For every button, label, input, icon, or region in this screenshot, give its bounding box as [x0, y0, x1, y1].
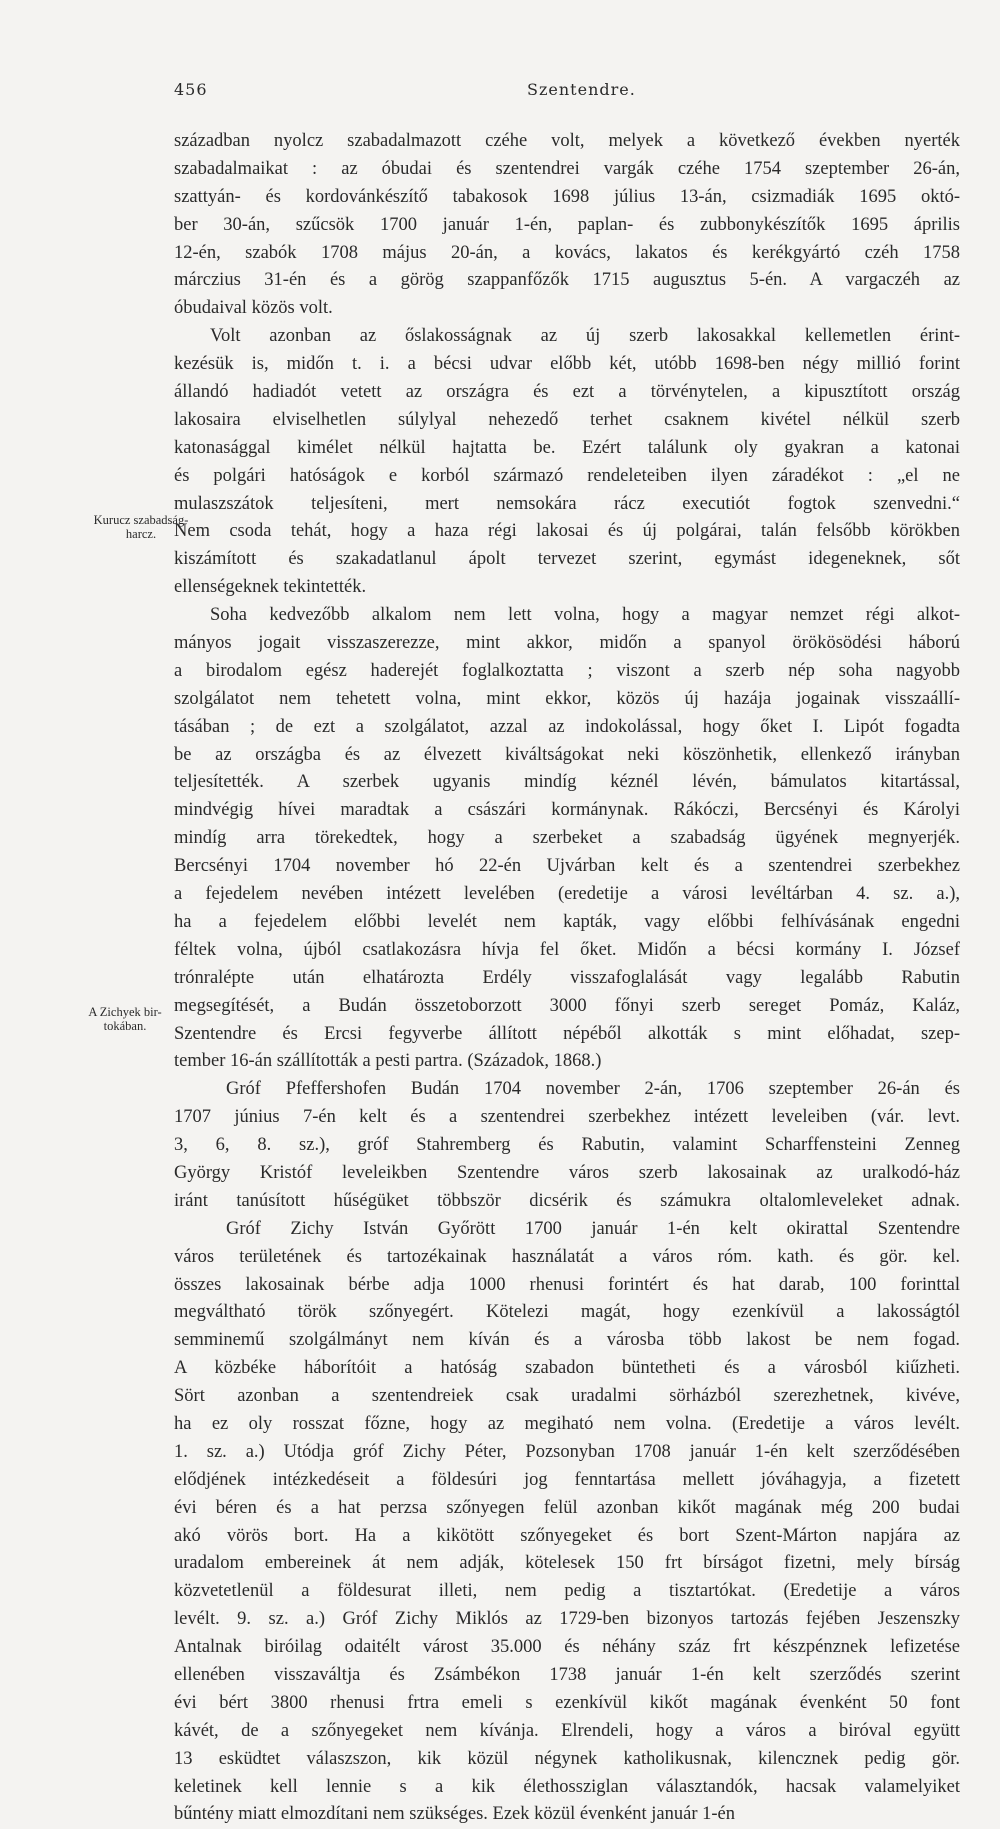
text-line: lakosaira elviselhetlen súlylyal nehezedő terhet csaknem kivétel nélkül szerb — [174, 409, 960, 430]
text-line: megváltható török szőnyegért. Kötelezi magát, hogy ezenkívül a lakosságtól — [174, 1302, 960, 1323]
text-line: 1. sz. a.) Utódja gróf Zichy Péter, Pozsonyban 1708 január 1-én kelt szerződésében — [174, 1441, 960, 1462]
running-head: Szentendre. — [527, 80, 636, 99]
text-line: város területének és tartozékainak használatát a város róm. kath. és gör. kel. — [174, 1246, 960, 1267]
text-line: Gróf Pfeffershofen Budán 1704 november 2-án, 1706 szeptember 26-án és — [226, 1079, 960, 1100]
margin-note-kurucz: Kurucz szabadság-harcz. — [93, 513, 189, 541]
text-line: tember 16-án szállították a pesti partra. (Századok, 1868.) — [174, 1051, 602, 1072]
text-line: állandó hadiadót vetett az országra és ezt a törvénytelen, a kipusztított ország — [174, 382, 960, 403]
text-line: iránt tanúsított hűségüket többször dicsérik és számukra oltalomleveleket adnak. — [174, 1190, 960, 1211]
text-line: ellenében visszaváltja és Zsámbékon 1738 január 1-én kelt szerződés szerint — [174, 1664, 960, 1685]
text-line: akó vörös bort. Ha a kikötött szőnyegeket és bort Szent-Márton napjára az — [174, 1525, 960, 1546]
text-line: tásában ; de ezt a szolgálatot, azzal az indokolással, hogy őket I. Lipót fogadta — [174, 716, 960, 737]
text-line: Nem csoda tehát, hogy a haza régi lakosai és új polgárai, talán felsőbb körökben — [174, 521, 960, 542]
text-line: szattyán- és kordovánkészítő tabakosok 1698 július 13-án, csizmadiák 1695 októ- — [174, 186, 960, 207]
text-line: kiszámított és szakadatlanul ápolt tervezet szerint, egymást idegeneknek, sőt — [174, 549, 960, 570]
text-line: században nyolcz szabadalmazott czéhe volt, melyek a következő években nyerték — [174, 131, 960, 151]
text-line: mányos jogait visszaszerezze, mint akkor, midőn a spanyol örökösödési háború — [174, 633, 960, 654]
text-line: Gróf Zichy István Győrött 1700 január 1-én kelt okirattal Szentendre — [226, 1218, 960, 1239]
text-line: Sört azonban a szentendreiek csak uradalmi sörházból szerezhetnek, kivéve, — [174, 1386, 960, 1407]
text-line: 12-én, szabók 1708 május 20-án, a kovács, lakatos és kerékgyártó czéh 1758 — [174, 242, 960, 263]
text-line: Bercsényi 1704 november hó 22-én Ujvárban kelt és a szentendrei szerbekhez — [174, 856, 960, 877]
text-line: uradalom embereinek át nem adják, kötelesek 150 frt bírságot fizetni, mely bírság — [174, 1553, 960, 1574]
text-line: és polgári hatóságok e korból származó rendeleteiben ilyen záradékot : „el ne — [174, 465, 960, 486]
body-text — [174, 128, 960, 1829]
text-line: be az országba és az élvezett kiváltságokat neki köszönhetik, ellenkező irányban — [174, 744, 960, 765]
text-line: óbudaival közös volt. — [174, 298, 333, 319]
text-line: évi bért 3800 rhenusi frtra emeli s ezenkívül kikőt magának évenként 50 font — [174, 1692, 960, 1713]
text-line: elődjének intézkedéseit a földesúri jog fenntartása mellett jóváhagyja, a fizetett — [174, 1469, 960, 1490]
text-line: teljesítették. A szerbek ugyanis mindíg kéznél lévén, bámulatos kitartással, — [174, 772, 960, 793]
text-line: közvetetlenül a földesurat illeti, nem pedig a tisztartókat. (Eredetije a város — [174, 1581, 960, 1602]
text-line: kávét, de a szőnyegeket nem kívánja. Elrendeli, hogy a város a biróval együtt — [174, 1720, 960, 1741]
page-number: 456 — [174, 80, 208, 99]
text-line: mulaszszátok teljesíteni, mert nemsokára rácz executiót fogtok szenvedni.“ — [174, 493, 960, 514]
text-line: kezésük is, midőn t. i. a bécsi udvar előbb két, utóbb 1698-ben négy millió forint — [174, 354, 960, 375]
text-line: márczius 31-én és a görög szappanfőzők 1715 augusztus 5-én. A vargaczéh az — [174, 270, 960, 291]
margin-note-zichyek: A Zichyek bir-tokában. — [88, 1005, 162, 1033]
text-line: ber 30-án, szűcsök 1700 január 1-én, paplan- és zubbonykészítők 1695 április — [174, 214, 960, 235]
text-line: ha a fejedelem előbbi levelét nem kapták, vagy előbbi felhívásának engedni — [174, 911, 960, 932]
text-line: levélt. 9. sz. a.) Gróf Zichy Miklós az 1729-ben bizonyos tartozás fejében Jeszenszky — [174, 1609, 960, 1630]
text-line: a fejedelem nevében intézett levelében (eredetije a városi levéltárban 4. sz. a.), — [174, 884, 960, 905]
text-line: 3, 6, 8. sz.), gróf Stahremberg és Rabutin, valamint Scharffensteini Zenneg — [174, 1135, 960, 1156]
text-line: összes lakosainak bérbe adja 1000 rhenusi forintért és hat darab, 100 forinttal — [174, 1274, 960, 1295]
text-line: 13 esküdtet válaszszon, kik közül négynek katholikusnak, kilencznek pedig gör. — [174, 1748, 960, 1769]
text-line: A közbéke háborítóit a hatóság szabadon büntetheti és a városból kiűzheti. — [174, 1358, 960, 1379]
text-line: Antalnak biróilag odaitélt várost 35.000 és néhány száz frt készpénznek lefizetése — [174, 1637, 960, 1658]
text-line: Szentendre és Ercsi fegyverbe állított népéből alkották s mint előhadat, szep- — [174, 1023, 960, 1044]
text-line: szolgálatot nem tehetett volna, mint ekkor, közös új hazája jogainak visszaállí- — [174, 688, 960, 709]
text-line: semminemű szolgálmányt nem kíván és a városba több lakost be nem fogad. — [174, 1330, 960, 1351]
text-line: ellenségeknek tekintették. — [174, 577, 367, 598]
text-line: bűntény miatt elmozdítani nem szükséges. Ezek közül évenként január 1-én — [174, 1804, 735, 1825]
text-line: 1707 június 7-én kelt és a szentendrei szerbekhez intézett leveleiben (vár. levt. — [174, 1107, 960, 1128]
text-line: évi béren és a hat perzsa szőnyegen felül azonban kikőt magának még 200 budai — [174, 1497, 960, 1518]
text-line: katonasággal kimélet nélkül hajtatta be. Ezért találunk oly gyakran a katonai — [174, 437, 960, 458]
text-line: ha ez oly rosszat főzne, hogy az megiható nem volna. (Eredetije a város levélt. — [174, 1413, 960, 1434]
text-line: a birodalom egész haderejét foglalkoztatta ; viszont a szerb nép soha nagyobb — [174, 660, 960, 681]
text-line: mindvégig hívei maradtak a császári kormánynak. Rákóczi, Bercsényi és Károlyi — [174, 800, 960, 821]
text-line: mindíg arra törekedtek, hogy a szerbeket a szabadság ügyének megnyerjék. — [174, 828, 960, 849]
text-line: megsegítését, a Budán összetoborzott 3000 főnyi szerb sereget Pomáz, Kaláz, — [174, 995, 960, 1016]
text-line: féltek volna, újból csatlakozásra hívja fel őket. Midőn a bécsi kormány I. József — [174, 939, 960, 960]
text-line: szabadalmaikat : az óbudai és szentendrei vargák czéhe 1754 szeptember 26-án, — [174, 158, 960, 179]
text-line: György Kristóf leveleikben Szentendre város szerb lakosainak az uralkodó-ház — [174, 1162, 960, 1183]
text-line: keletinek kell lennie s a kik élethossziglan választandók, hacsak valamelyiket — [174, 1776, 960, 1797]
text-line: trónralépte után elhatározta Erdély visszafoglalását vagy legalább Rabutin — [174, 967, 960, 988]
text-line: Soha kedvezőbb alkalom nem lett volna, hogy a magyar nemzet régi alkot- — [210, 605, 960, 626]
text-line: Volt azonban az őslakosságnak az új szerb lakosakkal kellemetlen érint- — [210, 326, 960, 347]
